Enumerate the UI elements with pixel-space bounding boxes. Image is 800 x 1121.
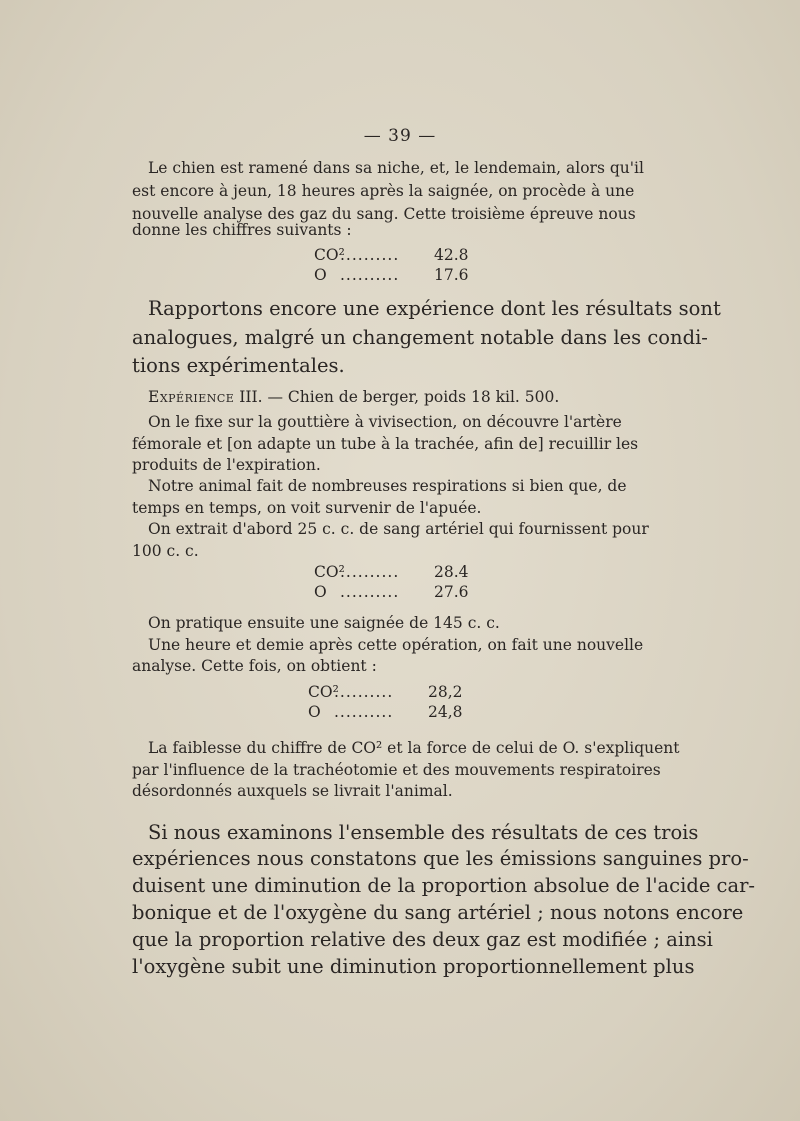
experiment-description: III. — Chien de berger, poids 18 kil. 500. [239, 388, 560, 406]
para3-line-2: fémorale et [on adapte un tube à la trachée, afin de] recuillir les [132, 435, 639, 453]
para5-line-2: 100 c. c. [132, 542, 199, 560]
para7-line-2: analyse. Cette fois, on obtient : [132, 657, 377, 675]
para9-line-1: Si nous examinons l'ensemble des résultats de ces trois [148, 821, 699, 844]
table-row: O .......... 17.6 [314, 266, 469, 284]
gas-table-1 [314, 245, 474, 285]
para8-line-3: désordonnés auxquels se livrait l'animal. [132, 782, 453, 800]
para4-line-2: temps en temps, on voit survenir de l'apuée. [132, 499, 482, 517]
table-row: CO².......... 28,2 [308, 683, 463, 701]
para2-line-3: tions expérimentales. [132, 354, 345, 377]
para3-line-3: produits de l'expiration. [132, 456, 321, 474]
para6-line-1: On pratique ensuite une saignée de 145 c. c. [148, 614, 500, 632]
para9-line-3: duisent une diminution de la proportion absolue de l'acide car- [132, 874, 756, 897]
para9-line-2: expériences nous constatons que les émissions sanguines pro- [132, 847, 749, 870]
para4-line-1: Notre animal fait de nombreuses respirations si bien que, de [148, 477, 627, 495]
para2-line-1: Rapportons encore une expérience dont les résultats sont [148, 297, 721, 320]
table-row: O .......... 27.6 [314, 583, 469, 601]
para5-line-1: On extrait d'abord 25 c. c. de sang artériel qui fournissent pour [148, 520, 649, 538]
para8-line-2: par l'influence de la trachéotomie et des mouvements respiratoires [132, 761, 661, 779]
para9-line-6: l'oxygène subit une diminution proportionnellement plus [132, 955, 695, 978]
gas-table-2 [314, 562, 474, 602]
para1-line-2: est encore à jeun, 18 heures après la saignée, on procède à une [132, 182, 635, 200]
para9-line-5: que la proportion relative des deux gaz est modifiée ; ainsi [132, 928, 713, 951]
gas-table-3 [308, 682, 468, 722]
para7-line-1: Une heure et demie après cette opération, on fait une nouvelle [148, 636, 644, 654]
table-row: CO².......... 42.8 [314, 246, 469, 264]
table-row: O .......... 24,8 [308, 703, 463, 721]
table-row: CO².......... 28.4 [314, 563, 469, 581]
para1-line-4: donne les chiffres suivants : [132, 221, 352, 239]
para3-line-1: On le fixe sur la gouttière à vivisection, on découvre l'artère [148, 413, 622, 431]
experiment-heading [148, 387, 616, 407]
page-number: — 39 — [363, 126, 437, 146]
para2-line-2: analogues, malgré un changement notable dans les condi- [132, 326, 708, 349]
experiment-label: Expérience [148, 388, 235, 406]
para9-line-4: bonique et de l'oxygène du sang artériel ; nous notons encore [132, 901, 744, 924]
para8-line-1: La faiblesse du chiffre de CO² et la force de celui de O. s'expliquent [148, 739, 680, 757]
para1-line-3: nouvelle analyse des gaz du sang. Cette troisième épreuve nous [132, 205, 636, 223]
para1-line-1: Le chien est ramené dans sa niche, et, le lendemain, alors qu'il [148, 159, 644, 177]
